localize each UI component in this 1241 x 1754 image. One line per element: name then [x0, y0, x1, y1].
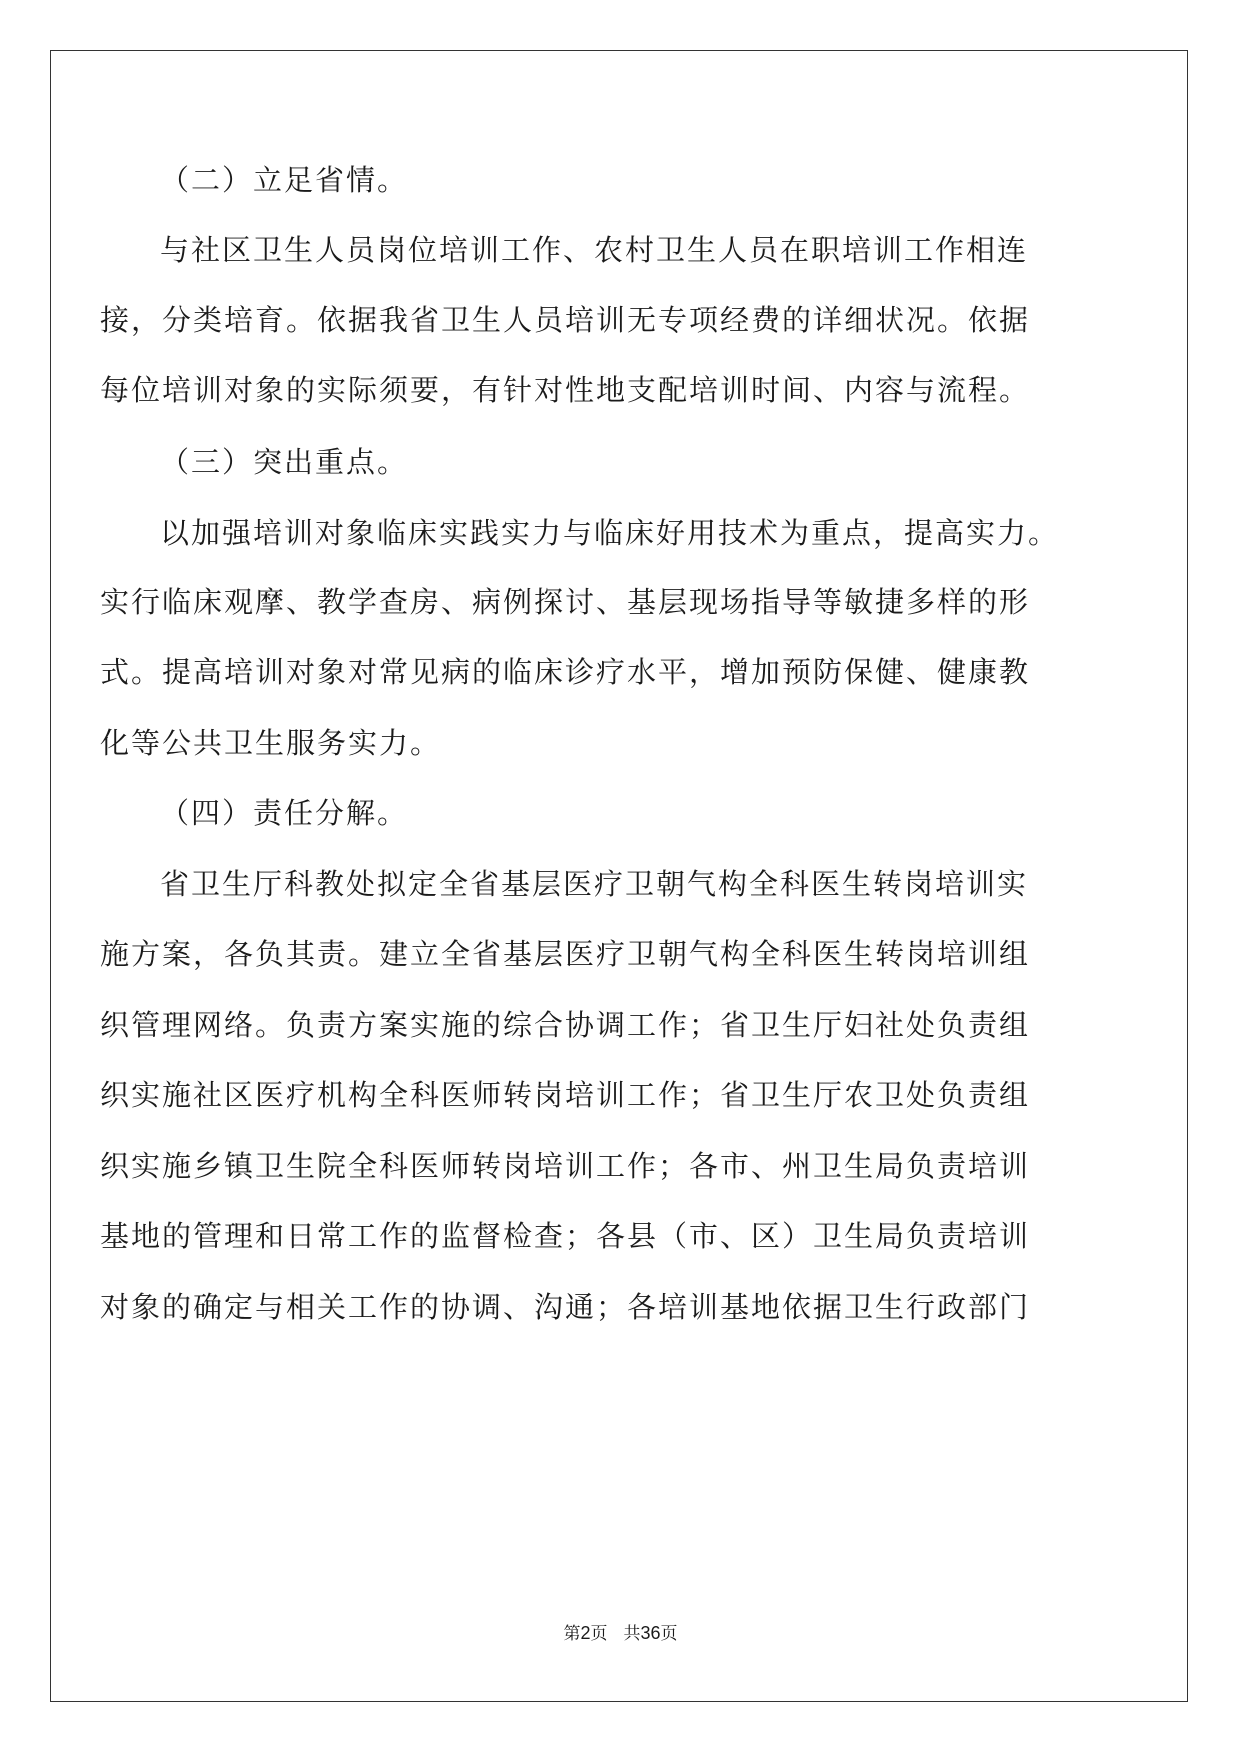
paragraph-line: 对象的确定与相关工作的协调、沟通；各培训基地依据卫生行政部门 [100, 1290, 1031, 1324]
paragraph-line: 实行临床观摩、教学查房、病例探讨、基层现场指导等敏捷多样的形 [100, 585, 1031, 619]
paragraph-line: 式。提高培训对象对常见病的临床诊疗水平，增加预防保健、健康教 [100, 655, 1031, 689]
total-prefix: 共 [623, 1624, 641, 1644]
page-prefix: 第 [563, 1624, 581, 1644]
page-number: 2 [580, 1623, 591, 1643]
page-suffix: 页 [590, 1624, 608, 1644]
paragraph-line: 织管理网络。负责方案实施的综合协调工作；省卫生厅妇社处负责组 [100, 1008, 1031, 1042]
total-pages: 36 [640, 1623, 661, 1643]
heading-section-3: （三）突出重点。 [160, 445, 409, 479]
paragraph-line: 接，分类培育。依据我省卫生人员培训无专项经费的详细状况。依据 [100, 303, 1031, 337]
paragraph-line: 省卫生厅科教处拟定全省基层医疗卫朝气构全科医生转岗培训实 [160, 867, 1029, 901]
paragraph-line: 与社区卫生人员岗位培训工作、农村卫生人员在职培训工作相连 [160, 233, 1029, 267]
total-suffix: 页 [660, 1624, 678, 1644]
paragraph-line: 每位培训对象的实际须要，有针对性地支配培训时间、内容与流程。 [100, 373, 1031, 407]
page-footer [0, 1621, 1241, 1646]
paragraph-line: 施方案，各负其责。建立全省基层医疗卫朝气构全科医生转岗培训组 [100, 937, 1031, 971]
heading-section-2: （二）立足省情。 [160, 163, 409, 197]
paragraph-line: 基地的管理和日常工作的监督检查；各县（市、区）卫生局负责培训 [100, 1219, 1031, 1253]
paragraph-line: 以加强培训对象临床实践实力与临床好用技术为重点，提高实力。 [160, 516, 1060, 550]
paragraph-line: 化等公共卫生服务实力。 [100, 726, 442, 760]
paragraph-line: 织实施社区医疗机构全科医师转岗培训工作；省卫生厅农卫处负责组 [100, 1078, 1031, 1112]
paragraph-line: 织实施乡镇卫生院全科医师转岗培训工作；各市、州卫生局负责培训 [100, 1149, 1031, 1183]
heading-section-4: （四）责任分解。 [160, 796, 409, 830]
